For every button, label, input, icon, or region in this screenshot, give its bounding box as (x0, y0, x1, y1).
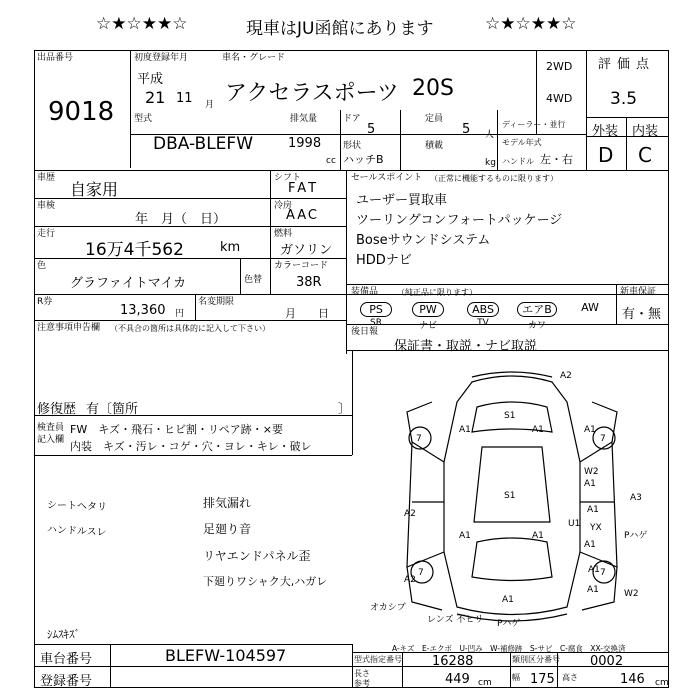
history-label: 車歴 (37, 173, 56, 183)
doors-label: ドア (343, 114, 361, 124)
svg-text:A1: A1 (588, 565, 600, 575)
color-code-label: カラーコード (274, 261, 329, 271)
svg-text:7: 7 (416, 434, 422, 444)
fuel-value: ガソリン (280, 243, 333, 258)
inspector-label-2: 記入欄 (37, 435, 65, 445)
lot-number: 9018 (48, 97, 115, 127)
lot-label: 出品番号 (37, 53, 74, 63)
mileage-value: 16万4千562 (85, 240, 184, 260)
drive-4wd: 4WD (546, 92, 573, 105)
height-label: 高さ (562, 673, 578, 682)
svg-text:A1: A1 (459, 425, 471, 435)
recycle-unit: 円 (175, 309, 185, 319)
svg-text:7: 7 (600, 434, 606, 444)
registration-month: 11 (176, 91, 193, 106)
svg-text:A2: A2 (404, 575, 416, 585)
after-label: 後日報 (351, 327, 379, 337)
displacement-unit: cc (326, 156, 336, 166)
equip-airbag: エアB カワ (514, 298, 560, 331)
svg-text:A1: A1 (532, 531, 544, 541)
svg-text:W2: W2 (584, 467, 599, 477)
mileage-unit: km (220, 240, 241, 255)
svg-text:A2: A2 (560, 371, 572, 381)
hw-note-7: ｼﾑｽｷｽﾞ (47, 628, 80, 641)
car-name-label: 車名・グレード (222, 53, 286, 63)
svg-text:A1: A1 (584, 479, 596, 489)
equip-abs: ABS TV (460, 298, 506, 328)
svg-text:A3: A3 (630, 493, 642, 503)
color-value: グラファイトマイカ (70, 276, 187, 291)
svg-text:Pハゲ: Pハゲ (624, 531, 648, 541)
displacement-label: 排気量 (290, 114, 318, 124)
hw-note-6: 下廻りワシャク大,ハガレ (203, 575, 328, 588)
fuel-label: 燃料 (274, 229, 293, 239)
class-no-label: 類別区分番号 (512, 655, 560, 664)
spec-no-value: 16288 (432, 654, 474, 669)
height-unit: cm (655, 678, 669, 688)
sales-point-line-1: ユーザー買取車 (356, 193, 448, 208)
ac-label: 冷房 (274, 201, 293, 211)
color-change-label: 色替 (244, 275, 263, 285)
svg-text:A1: A1 (584, 425, 596, 435)
mileage-label: 走行 (37, 229, 56, 239)
score-label: 評価点 (598, 57, 656, 72)
shape-value: ハッチB (343, 153, 384, 166)
hw-note-5: リヤエンドパネル歪 (203, 549, 311, 563)
model-value: DBA-BLEFW (153, 134, 253, 154)
svg-text:A1: A1 (584, 540, 596, 550)
inspector-row-2: 内装 キズ・汚レ・コゲ・穴・ヨレ・キレ・破レ (70, 440, 312, 453)
car-damage-diagram (352, 352, 669, 644)
svg-text:W2: W2 (624, 589, 639, 599)
recycle-value: 13,360 (120, 303, 166, 318)
shift-value: FAT (288, 181, 320, 196)
reg-deadline-label: 名変期限 (198, 297, 235, 307)
drive-2wd: 2WD (546, 60, 573, 73)
svg-text:YX: YX (590, 523, 602, 533)
length-value: 449 (445, 672, 470, 687)
svg-text:S1: S1 (504, 491, 516, 501)
inspection-text: 年 月（ 日） (135, 212, 227, 227)
equip-ps: PS SR (357, 298, 395, 328)
load-unit: kg (485, 158, 496, 168)
warranty-value: 有・無 (622, 307, 662, 322)
after-value: 保証書・取説・ナビ取説 (394, 339, 538, 354)
svg-text:オカシブ: オカシブ (370, 603, 406, 613)
registration-month-unit: 月 (205, 100, 215, 110)
displacement-value: 1998 (288, 136, 322, 151)
inspection-label: 車検 (37, 201, 56, 211)
svg-text:7: 7 (418, 568, 424, 578)
notes-sub: （不具合の箇所は具体的に記入して下さい） (110, 324, 270, 333)
header-stars-left: ☆★☆★★☆ (96, 14, 188, 34)
reg-deadline-text: 月 日 (285, 307, 329, 320)
length-ref: 参考 (354, 679, 370, 688)
int-value: C (638, 143, 652, 167)
int-label: 内装 (632, 124, 659, 139)
sales-point-line-2: ツーリングコンフォートパッケージ (356, 213, 563, 228)
svg-text:A1: A1 (587, 585, 599, 595)
svg-text:A1: A1 (459, 531, 471, 541)
shape-label: 形状 (343, 141, 362, 151)
header-stars-right: ☆★☆★★☆ (485, 14, 577, 34)
svg-text:A1: A1 (587, 505, 599, 515)
equip-pw: PW ナビ (406, 298, 450, 331)
class-no-value: 0002 (590, 654, 624, 669)
sales-point-note: （正常に機能するものに限ります） (430, 174, 558, 183)
ext-label: 外装 (592, 124, 619, 139)
hw-note-3: 排気漏れ (203, 496, 252, 510)
capacity-value: 5 (462, 122, 471, 137)
handle-value: 左・右 (540, 153, 573, 166)
damage-legend: A-キズ E-エクボ U-凹み W-補修跡 S-サビ C-腐食 XX-交換済 (392, 644, 626, 653)
load-label: 積載 (425, 141, 444, 151)
reg-no-label: 登録番号 (40, 674, 93, 689)
score-value: 3.5 (610, 89, 638, 109)
color-code: 38R (296, 275, 322, 290)
registration-year: 21 (145, 88, 166, 107)
history-value: 自家用 (70, 180, 119, 199)
header-notice: 現車はJU函館にあります (246, 19, 434, 39)
width-label: 幅 (512, 673, 520, 682)
doors-value: 5 (367, 122, 376, 137)
hw-note-4: 足廻り音 (203, 522, 252, 536)
svg-text:A2: A2 (404, 509, 416, 519)
model-label: 型式 (134, 114, 153, 124)
chassis-value: BLEFW-104597 (165, 646, 287, 665)
shift-label: シフト (274, 173, 302, 183)
notes-label: 注意事項申告欄 (37, 323, 101, 333)
spec-no-label: 型式指定番号 (354, 655, 402, 664)
inspector-label-1: 検査員 (37, 423, 65, 433)
inspector-row-1: FW キズ・飛石・ヒビ割・リペア跡・×要 (70, 423, 283, 436)
chassis-label: 車台番号 (40, 652, 93, 667)
handle-label: ハンドル (502, 157, 534, 166)
ac-value: AAC (286, 208, 319, 223)
repair-label: 修復歴 (37, 402, 77, 417)
hw-note-1: シートヘタリ (46, 499, 108, 514)
color-label: 色 (37, 261, 47, 271)
svg-text:S1: S1 (504, 411, 516, 421)
equipment-label: 装備品 (351, 287, 379, 297)
recycle-label: R券 (37, 297, 53, 307)
equip-aw: AW (581, 301, 599, 314)
registration-label: 初度登録年月 (134, 53, 189, 63)
sales-point-line-3: Boseサウンドシステム (356, 233, 491, 248)
capacity-unit: 人 (485, 130, 495, 140)
hw-note-2: ハンドルスレ (46, 524, 107, 539)
capacity-label: 定員 (425, 114, 444, 124)
svg-text:A1: A1 (502, 595, 514, 605)
svg-text:A1: A1 (532, 425, 544, 435)
height-value: 146 (620, 672, 645, 687)
length-label: 長さ (354, 669, 370, 678)
car-grade: 20S (412, 76, 454, 101)
dealer-label: ディーラー・並行 (502, 120, 566, 129)
warranty-label: 新車保証 (620, 287, 657, 297)
model-year-label: モデル年式 (502, 138, 542, 147)
svg-text:レンズ 不ヒリ: レンズ 不ヒリ (427, 615, 484, 625)
length-unit: cm (478, 678, 492, 688)
repair-close: 〕 (338, 402, 352, 417)
sales-point-label: セールスポイント (351, 173, 423, 183)
registration-era: 平成 (137, 72, 164, 87)
svg-text:Pハゲ: Pハゲ (497, 619, 521, 629)
repair-value: 有〔箇所 (86, 402, 139, 417)
svg-text:7: 7 (600, 568, 606, 578)
car-name: アクセラスポーツ (225, 81, 399, 106)
sales-point-line-4: HDDナビ (356, 253, 412, 268)
ext-value: D (598, 143, 614, 167)
width-value: 175 (530, 672, 555, 687)
equipment-note: （純正品に限ります） (397, 288, 477, 297)
svg-text:U1: U1 (568, 519, 581, 529)
